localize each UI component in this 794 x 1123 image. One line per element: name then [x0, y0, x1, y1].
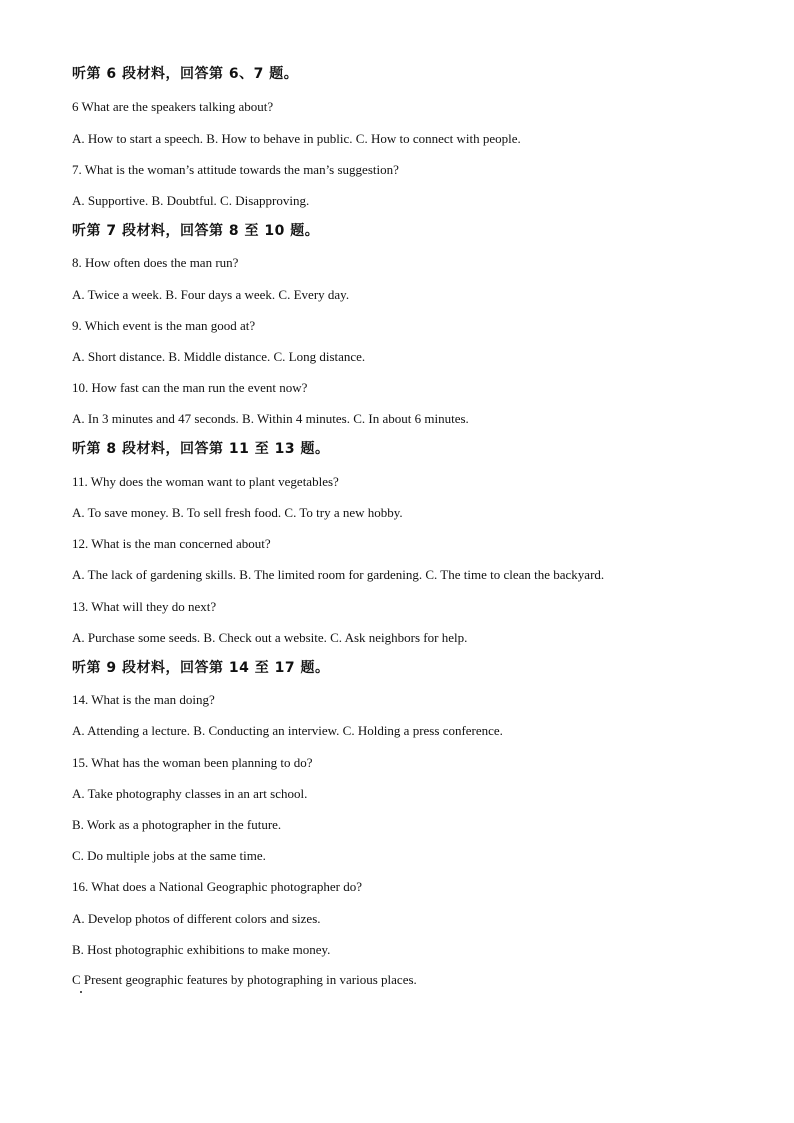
question-text: 13. What will they do next?: [72, 599, 217, 614]
section-heading: 听第 6 段材料，回答第 6、7 题。: [72, 66, 299, 82]
answer-options: A. Supportive. B. Doubtful. C. Disapproving.: [72, 193, 310, 208]
question-text: 14. What is the man doing?: [72, 692, 215, 707]
answer-option: A. Develop photos of different colors and sizes.: [72, 911, 321, 926]
answer-options: A. Twice a week. B. Four days a week. C. Every day.: [72, 287, 350, 302]
question-text: 6 What are the speakers talking about?: [72, 99, 274, 114]
question-text: 16. What does a National Geographic photographer do?: [72, 879, 362, 894]
answer-options: A. Short distance. B. Middle distance. C. Long distance.: [72, 349, 366, 364]
answer-options: A. Attending a lecture. B. Conducting an interview. C. Holding a press conference.: [72, 723, 503, 738]
answer-options: A. In 3 minutes and 47 seconds. B. Within 4 minutes. C. In about 6 minutes.: [72, 411, 469, 426]
answer-option: B. Host photographic exhibitions to make money.: [72, 942, 331, 957]
question-text: 10. How fast can the man run the event now?: [72, 380, 308, 395]
answer-option: C. Do multiple jobs at the same time.: [72, 848, 266, 863]
section-heading: 听第 7 段材料，回答第 8 至 10 题。: [72, 223, 320, 239]
question-text: 12. What is the man concerned about?: [72, 536, 271, 551]
answer-options: A. The lack of gardening skills. B. The limited room for gardening. C. The time to clean the backyard.: [72, 567, 605, 582]
question-text: 8. How often does the man run?: [72, 255, 239, 270]
answer-option: B. Work as a photographer in the future.: [72, 817, 282, 832]
question-text: 11. Why does the woman want to plant vegetables?: [72, 474, 339, 489]
answer-option: C Present geographic features by photographing in various places.: [72, 972, 417, 987]
section-heading: 听第 8 段材料，回答第 11 至 13 题。: [72, 441, 330, 457]
question-text: 7. What is the woman’s attitude towards the man’s suggestion?: [72, 162, 399, 177]
answer-options: A. To save money. B. To sell fresh food. C. To try a new hobby.: [72, 505, 403, 520]
question-text: 15. What has the woman been planning to do?: [72, 755, 313, 770]
answer-options: A. Purchase some seeds. B. Check out a website. C. Ask neighbors for help.: [72, 630, 468, 645]
answer-option: A. Take photography classes in an art school.: [72, 786, 308, 801]
scan-speck: [80, 991, 82, 993]
question-text: 9. Which event is the man good at?: [72, 318, 256, 333]
section-heading: 听第 9 段材料，回答第 14 至 17 题。: [72, 660, 330, 676]
answer-options: A. How to start a speech. B. How to behave in public. C. How to connect with people.: [72, 131, 521, 146]
